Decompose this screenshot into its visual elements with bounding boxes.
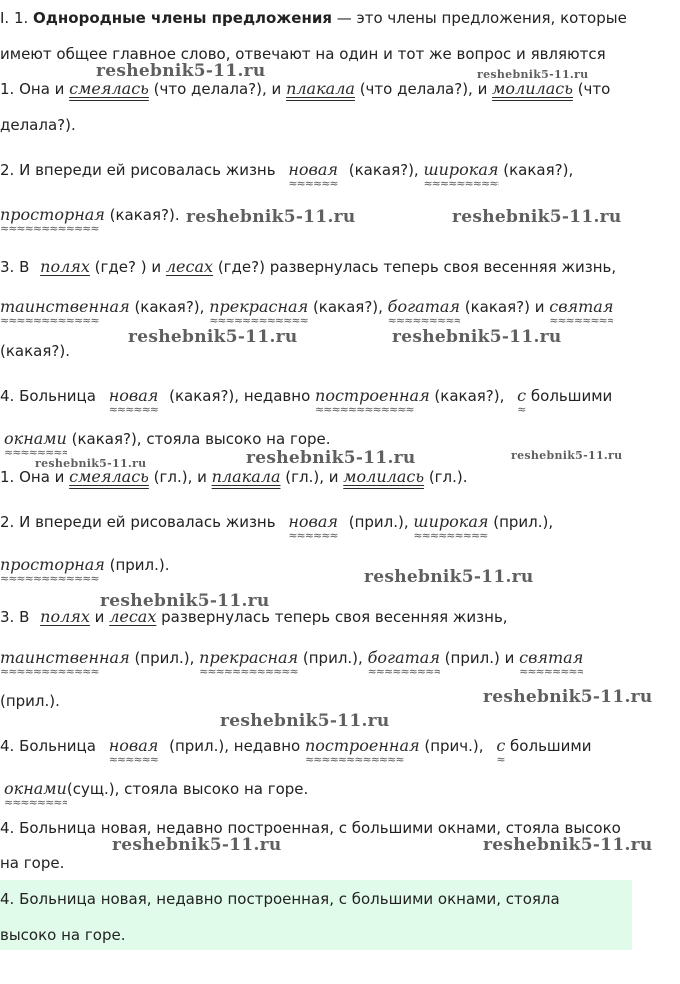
a3-text-6: (прил.) и — [439, 649, 520, 667]
q2-line-2 — [0, 205, 180, 225]
q3-word-1: полях — [40, 257, 90, 276]
q2-text-2: (какая?), — [343, 161, 424, 179]
q3-word-6: святая ≈≈≈≈≈≈≈≈≈≈≈≈ — [549, 297, 613, 317]
q1-text-3: (что делала?), и — [354, 80, 493, 98]
a1-text-2: (гл.), и — [148, 468, 212, 486]
q1-word-2: плакала — [286, 79, 355, 98]
q4-word-4: окнами ≈≈≈≈≈≈≈≈≈≈≈≈ — [4, 429, 67, 449]
a1-word-3: молилась — [343, 467, 425, 486]
q3-word-4: прекрасная ≈≈≈≈≈≈≈≈≈≈≈≈ — [209, 297, 308, 317]
intro-line-1 — [0, 8, 627, 28]
a3-line-3 — [0, 691, 60, 711]
a3-text-3: развернулась теперь своя весенняя жизнь, — [156, 608, 508, 626]
a2-text-3: (прил.), — [488, 513, 554, 531]
plain-text-2: на горе. — [0, 854, 65, 872]
a3-word-5: богатая ≈≈≈≈≈≈≈≈≈≈≈≈ — [368, 648, 440, 668]
intro-definition-1: — это члены предложения, которые — [331, 9, 627, 27]
a4-word-4: окнами ≈≈≈≈≈≈≈≈≈≈≈≈ — [4, 779, 67, 799]
q4-text-1: 4. Больница — [0, 387, 101, 405]
watermark: reshebnik5-11.ru — [511, 449, 623, 462]
intro-definition-2: имеют общее главное слово, отвечают на один и тот же вопрос и являются — [0, 45, 606, 63]
term-heading: Однородные члены предложения — [33, 9, 332, 27]
q3-text-7: (какая?). — [0, 342, 70, 360]
q3-line-2 — [0, 297, 613, 317]
watermark: reshebnik5-11.ru — [220, 711, 390, 731]
q2-text-3: (какая?), — [498, 161, 574, 179]
q3-text-6: (какая?) и — [460, 298, 550, 316]
a3-line-2 — [0, 648, 583, 668]
a4-word-2: построенная ≈≈≈≈≈≈≈≈≈≈≈≈ — [305, 736, 420, 756]
watermark: reshebnik5-11.ru — [100, 591, 270, 611]
highlight-line-2 — [0, 925, 125, 945]
a4-text-4: большими — [505, 737, 592, 755]
q3-text-3: (где?) развернулась теперь своя весенняя жизнь, — [213, 258, 617, 276]
q4-line-1 — [0, 386, 612, 406]
a4-text-2: (прил.), недавно — [164, 737, 305, 755]
a3-word-3: таинственная ≈≈≈≈≈≈≈≈≈≈≈≈ — [0, 648, 130, 668]
watermark: reshebnik5-11.ru — [452, 207, 622, 227]
q4-word-1: новая ≈≈≈≈≈≈≈≈≈≈≈≈ — [109, 386, 159, 406]
watermark: reshebnik5-11.ru — [186, 207, 356, 227]
a2-text-4: (прил.). — [104, 556, 170, 574]
q2-text-1: 2. И впереди ей рисовалась жизнь — [0, 161, 281, 179]
q2-line-1 — [0, 160, 573, 180]
q2-word-1: новая ≈≈≈≈≈≈≈≈≈≈≈≈ — [288, 160, 338, 180]
a4-word-3: с ≈≈≈≈≈≈≈≈≈≈≈≈ — [496, 736, 505, 756]
q2-word-2: широкая ≈≈≈≈≈≈≈≈≈≈≈≈ — [423, 160, 498, 180]
a4-line-1 — [0, 736, 591, 756]
q1-line-1 — [0, 79, 610, 99]
watermark: reshebnik5-11.ru — [35, 457, 147, 470]
a1-text-4: (гл.). — [424, 468, 468, 486]
watermark: reshebnik5-11.ru — [128, 327, 298, 347]
a3-text-7: (прил.). — [0, 692, 60, 710]
q1-text-1: 1. Она и — [0, 80, 70, 98]
q3-text-5: (какая?), — [308, 298, 388, 316]
a2-text-1: 2. И впереди ей рисовалась жизнь — [0, 513, 281, 531]
watermark: reshebnik5-11.ru — [246, 448, 416, 468]
a3-word-1: полях — [40, 607, 90, 626]
a3-text-2: и — [89, 608, 110, 626]
q4-word-2: построенная ≈≈≈≈≈≈≈≈≈≈≈≈ — [315, 386, 430, 406]
a2-text-2: (прил.), — [343, 513, 414, 531]
q3-text-2: (где? ) и — [89, 258, 166, 276]
a4-text-5: (сущ.), стояла высоко на горе. — [66, 780, 309, 798]
a3-word-2: лесах — [109, 607, 157, 626]
q3-line-3 — [0, 341, 70, 361]
q3-word-3: таинственная ≈≈≈≈≈≈≈≈≈≈≈≈ — [0, 297, 130, 317]
q1-line-2 — [0, 115, 76, 135]
a3-text-1: 3. В — [0, 608, 35, 626]
watermark: reshebnik5-11.ru — [477, 68, 589, 81]
q2-word-3: просторная ≈≈≈≈≈≈≈≈≈≈≈≈ — [0, 205, 105, 225]
a1-word-1: смеялась — [69, 467, 149, 486]
highlight-line-1 — [0, 889, 560, 909]
highlight-text-1: 4. Больница новая, недавно построенная, с большими окнами, стояла — [0, 890, 560, 908]
a1-text-1: 1. Она и — [0, 468, 70, 486]
q4-word-3: с ≈≈≈≈≈≈≈≈≈≈≈≈ — [517, 386, 526, 406]
watermark: reshebnik5-11.ru — [483, 687, 653, 707]
a2-word-3: просторная ≈≈≈≈≈≈≈≈≈≈≈≈ — [0, 555, 105, 575]
q4-text-3: (какая?), — [429, 387, 510, 405]
watermark: reshebnik5-11.ru — [96, 61, 266, 81]
q4-line-2 — [0, 429, 331, 449]
q3-word-2: лесах — [165, 257, 214, 276]
a2-word-2: широкая ≈≈≈≈≈≈≈≈≈≈≈≈ — [413, 512, 488, 532]
highlight-text-2: высоко на горе. — [0, 926, 126, 944]
q1-text-2: (что делала?), и — [148, 80, 287, 98]
a2-line-2 — [0, 555, 170, 575]
q2-text-4: (какая?). — [104, 206, 180, 224]
q3-text-1: 3. В — [0, 258, 35, 276]
a1-line-1 — [0, 467, 468, 487]
q4-text-2: (какая?), недавно — [164, 387, 316, 405]
a4-text-3: (прич.), — [419, 737, 489, 755]
q4-text-5: (какая?), стояла высоко на горе. — [66, 430, 331, 448]
q1-text-4: (что — [572, 80, 611, 98]
a3-text-4: (прил.), — [129, 649, 200, 667]
a1-word-2: плакала — [211, 467, 281, 486]
q1-word-3: молилась — [492, 79, 573, 98]
a3-text-5: (прил.), — [298, 649, 368, 667]
q3-text-4: (какая?), — [129, 298, 210, 316]
a3-word-6: святая ≈≈≈≈≈≈≈≈≈≈≈≈ — [519, 648, 583, 668]
intro-number: I. 1. — [0, 9, 34, 27]
a2-word-1: новая ≈≈≈≈≈≈≈≈≈≈≈≈ — [288, 512, 338, 532]
a4-text-1: 4. Больница — [0, 737, 101, 755]
watermark: reshebnik5-11.ru — [392, 327, 562, 347]
a3-word-4: прекрасная ≈≈≈≈≈≈≈≈≈≈≈≈ — [199, 648, 298, 668]
q3-line-1 — [0, 257, 616, 277]
q4-text-4: большими — [526, 387, 613, 405]
q3-word-5: богатая ≈≈≈≈≈≈≈≈≈≈≈≈ — [388, 297, 460, 317]
watermark: reshebnik5-11.ru — [483, 835, 653, 855]
watermark: reshebnik5-11.ru — [112, 835, 282, 855]
a4-word-1: новая ≈≈≈≈≈≈≈≈≈≈≈≈ — [109, 736, 159, 756]
plain-text-1: 4. Больница новая, недавно построенная, с большими окнами, стояла высоко — [0, 819, 621, 837]
plain-line-2 — [0, 853, 64, 873]
q1-text-5: делала?). — [0, 116, 76, 134]
a1-text-3: (гл.), и — [280, 468, 344, 486]
intro-line-2 — [0, 44, 606, 64]
watermark: reshebnik5-11.ru — [364, 567, 534, 587]
q1-word-1: смеялась — [69, 79, 149, 98]
a2-line-1 — [0, 512, 553, 532]
a4-line-2 — [0, 779, 308, 799]
